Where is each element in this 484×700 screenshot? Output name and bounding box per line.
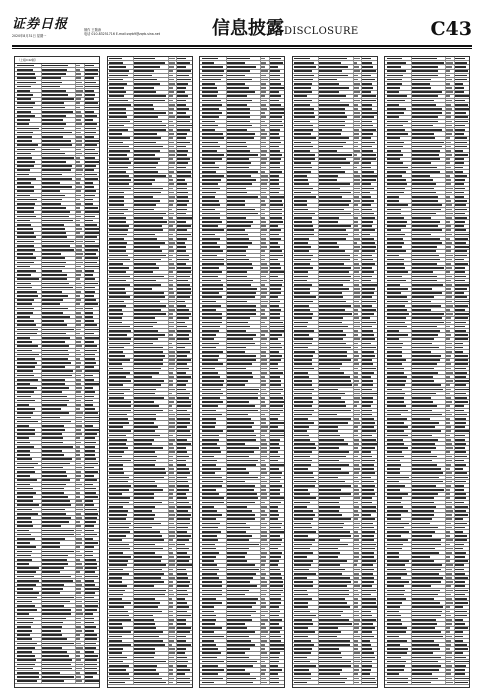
table-row [15, 680, 99, 684]
continuation-caption: （上接C42版） [15, 57, 99, 64]
contact-line: 电话 010-83251716 E-mail:zqrb9@zqrb.sina.net [84, 32, 160, 36]
page-number: C43 [430, 18, 472, 40]
newspaper-logo: 证券日报 [12, 17, 69, 32]
table-row [293, 681, 377, 685]
section-title [212, 18, 358, 43]
disclosure-table-area [14, 56, 470, 688]
masthead-rule [12, 45, 472, 47]
section-title-text: 信息披露 [212, 18, 284, 39]
table-row [200, 681, 284, 685]
masthead-rule-thin [12, 48, 472, 49]
table-column-4 [292, 56, 378, 688]
table-column-1 [14, 56, 100, 688]
masthead-credits [84, 28, 194, 36]
masthead [12, 18, 472, 44]
section-subtitle: DISCLOSURE [284, 26, 359, 37]
table-column-2 [107, 56, 193, 688]
table-column-3 [199, 56, 285, 688]
issue-date: 2020年8月31日 星期一 [12, 34, 47, 38]
editor-credit: 制作 王敬涛 [84, 28, 101, 32]
table-row [385, 681, 469, 685]
masthead-left [12, 17, 82, 38]
table-column-5 [384, 56, 470, 688]
table-row [108, 681, 192, 685]
